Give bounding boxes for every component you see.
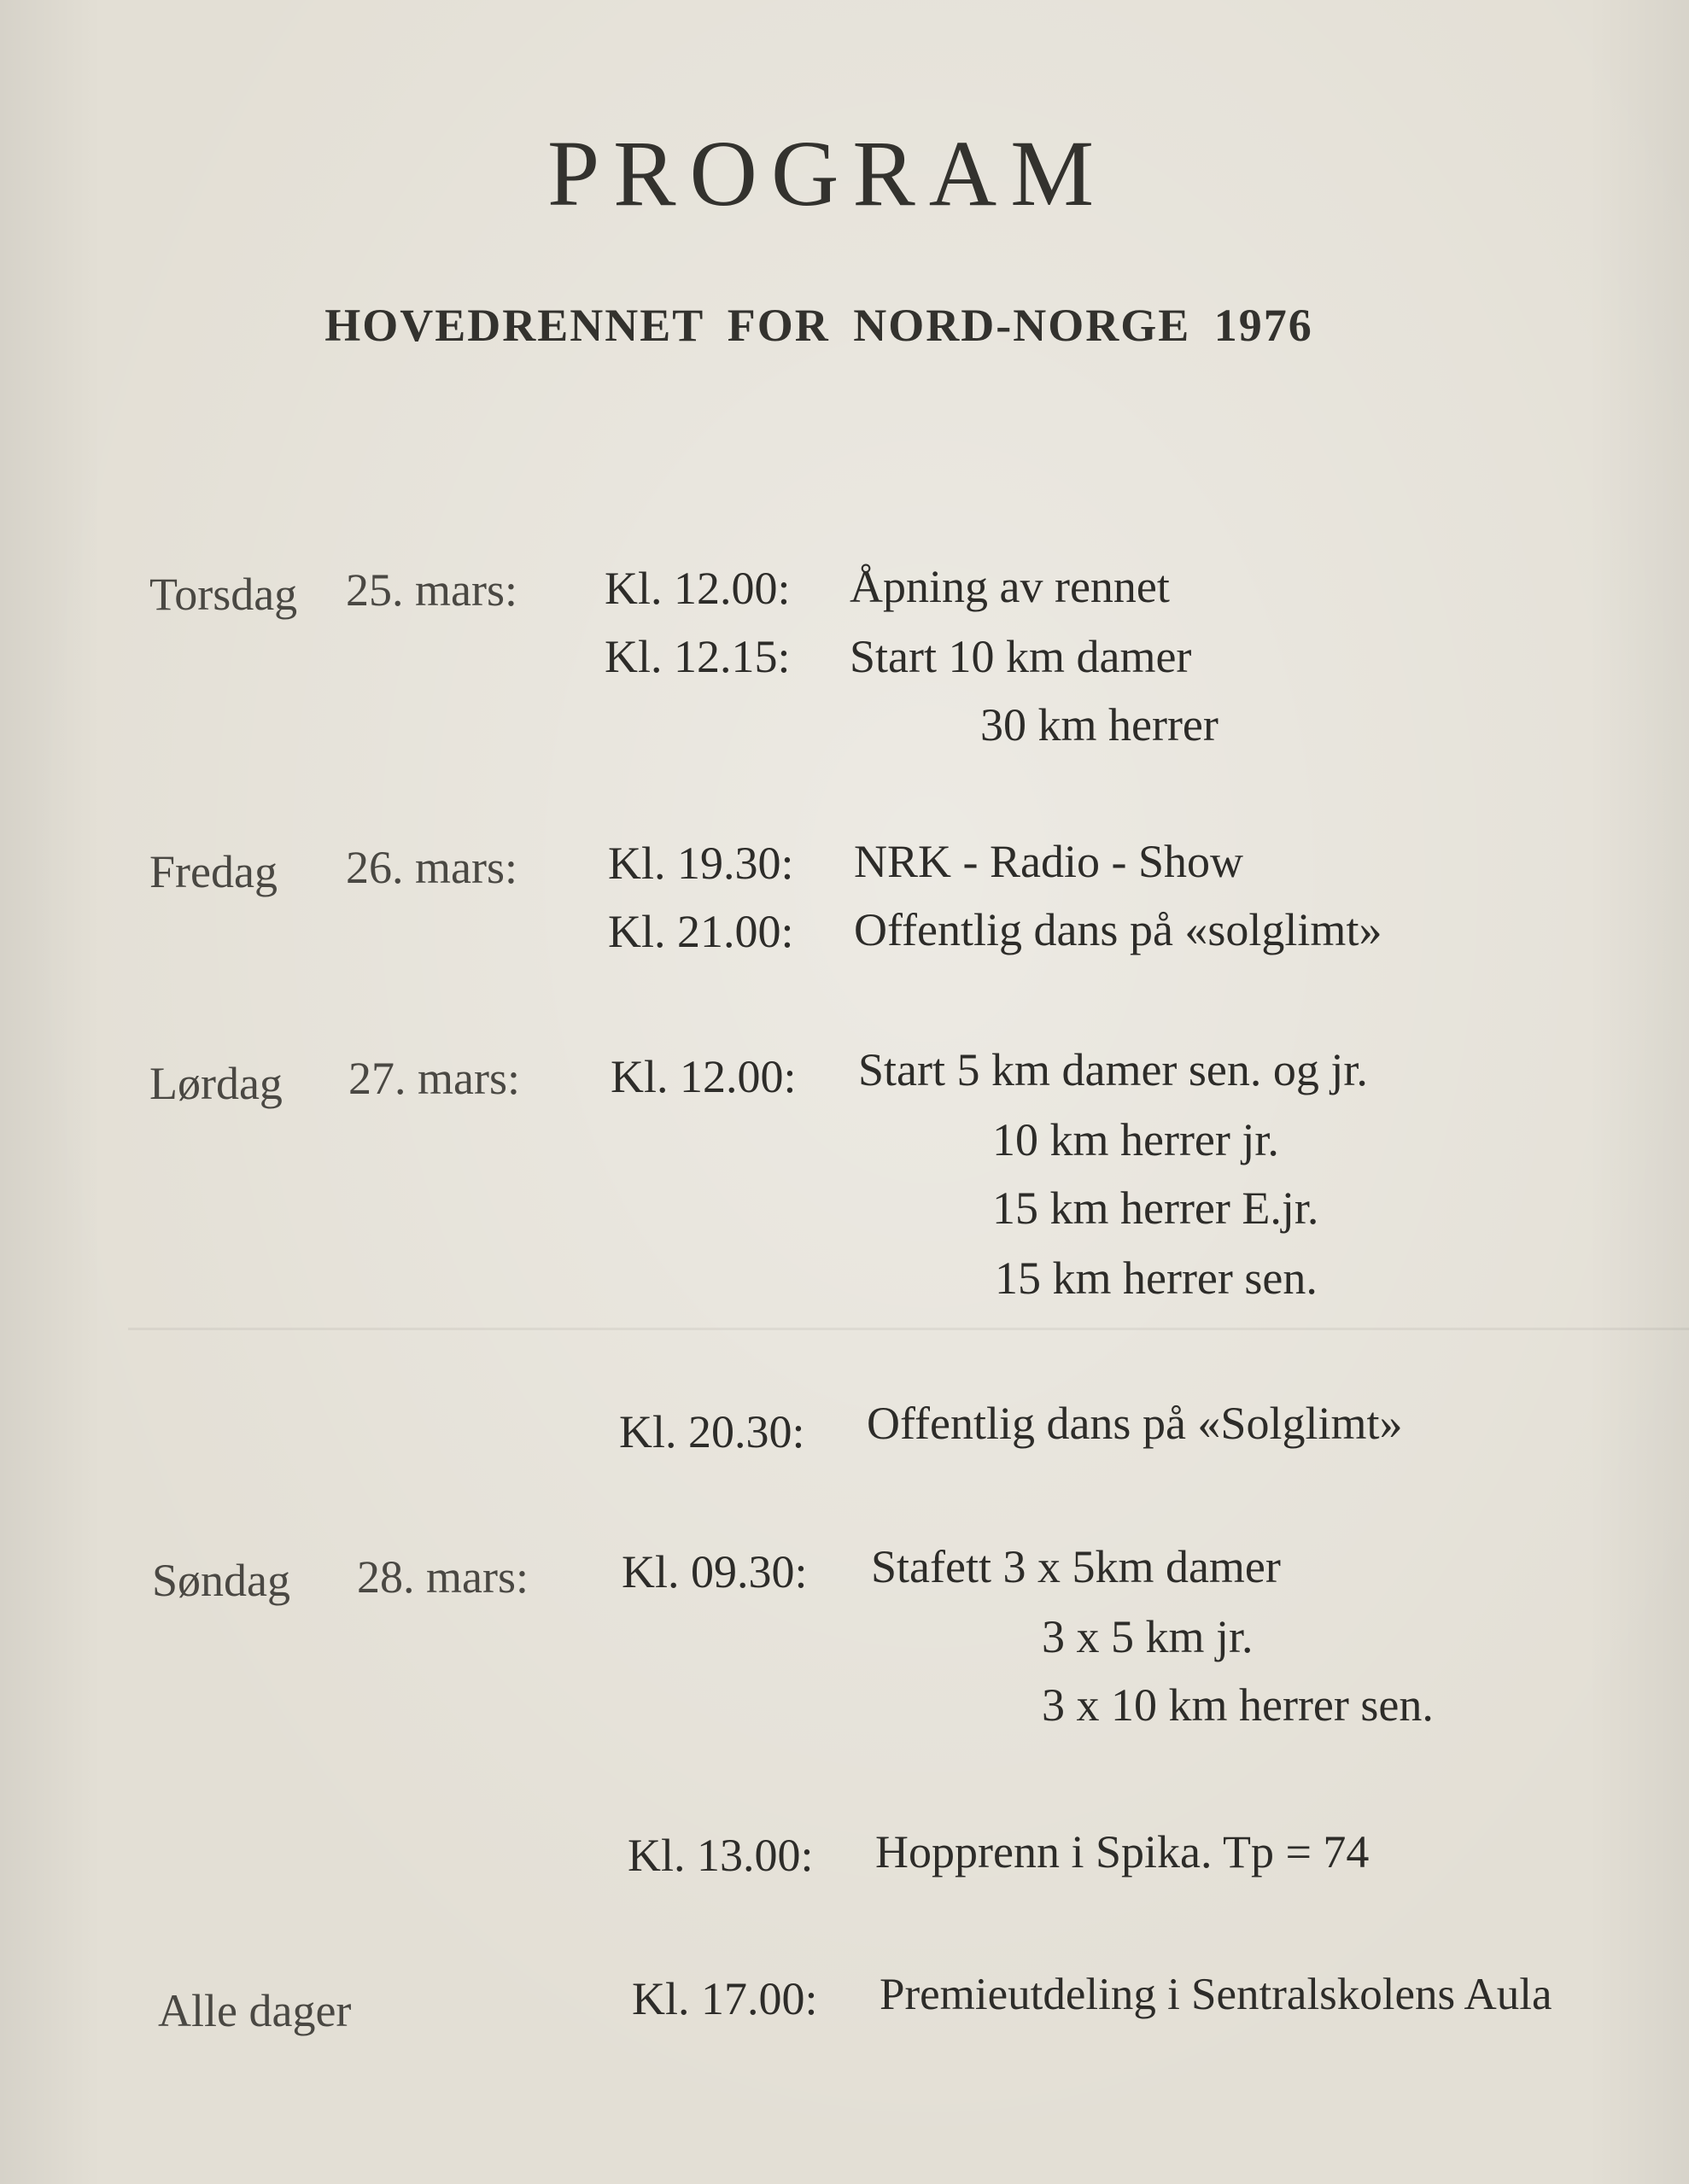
event-time: Kl. 21.00: <box>608 906 794 957</box>
event-continuation: 3 x 10 km herrer sen. <box>1042 1679 1434 1731</box>
page-fold-line <box>128 1328 1689 1330</box>
day-label-sondag: Søndag <box>152 1555 290 1606</box>
event-continuation: 10 km herrer jr. <box>992 1114 1279 1165</box>
event-continuation: 15 km herrer E.jr. <box>992 1183 1319 1234</box>
day-label-lordag: Lørdag <box>149 1058 283 1109</box>
page-subtitle: HOVEDRENNET FOR NORD-NORGE 1976 <box>324 300 1313 351</box>
event-time: Kl. 17.00: <box>632 1973 818 2024</box>
event-time: Kl. 19.30: <box>608 838 794 889</box>
event-text: Offentlig dans på «Solglimt» <box>867 1398 1403 1449</box>
day-date-sondag: 28. mars: <box>357 1551 529 1603</box>
event-text: Hopprenn i Spika. Tp = 74 <box>875 1826 1370 1877</box>
day-date-lordag: 27. mars: <box>348 1053 520 1104</box>
event-text: Start 10 km damer <box>850 631 1192 682</box>
page-title: PROGRAM <box>546 121 1108 225</box>
event-continuation: 30 km herrer <box>980 699 1219 750</box>
event-text: Premieutdeling i Sentralskolens Aula <box>880 1970 1552 2019</box>
day-date-fredag: 26. mars: <box>346 842 517 893</box>
event-time: Kl. 09.30: <box>622 1546 808 1597</box>
event-continuation: 15 km herrer sen. <box>995 1253 1318 1304</box>
day-date-torsdag: 25. mars: <box>346 564 517 616</box>
day-label-fredag: Fredag <box>149 846 278 897</box>
day-label-alle-dager: Alle dager <box>158 1985 352 2036</box>
day-label-torsdag: Torsdag <box>149 569 298 620</box>
event-time: Kl. 20.30: <box>619 1406 805 1457</box>
event-time: Kl. 12.15: <box>605 631 791 682</box>
event-time: Kl. 12.00: <box>611 1051 797 1102</box>
event-text: Offentlig dans på «solglimt» <box>854 904 1382 955</box>
event-text: NRK - Radio - Show <box>854 836 1243 887</box>
event-text: Start 5 km damer sen. og jr. <box>858 1044 1368 1095</box>
event-text: Åpning av rennet <box>850 561 1170 612</box>
event-text: Stafett 3 x 5km damer <box>871 1541 1281 1592</box>
event-time: Kl. 13.00: <box>628 1830 814 1881</box>
event-time: Kl. 12.00: <box>605 563 791 614</box>
event-continuation: 3 x 5 km jr. <box>1042 1611 1254 1662</box>
